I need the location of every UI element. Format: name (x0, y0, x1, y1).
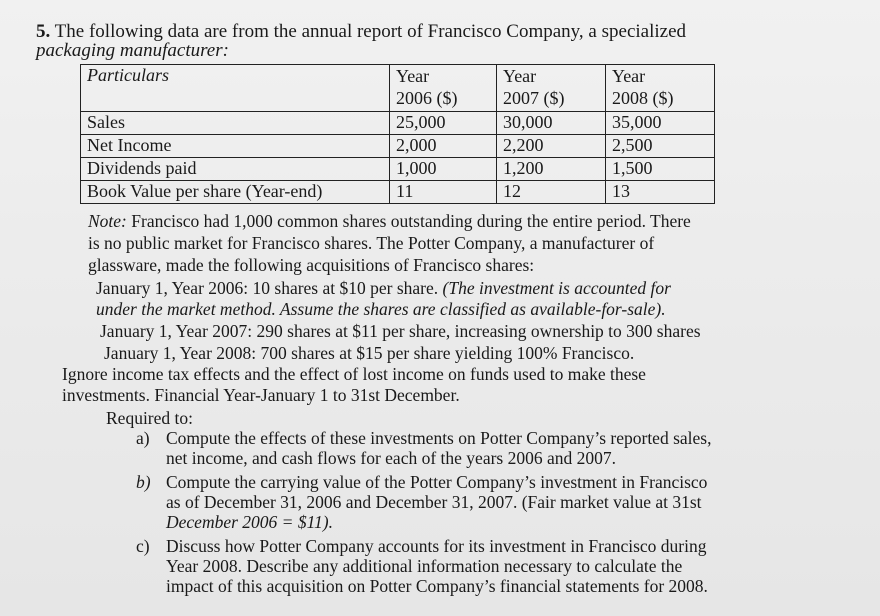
required-item-b (136, 472, 816, 534)
question-intro-line1: The following data are from the annual report of Francisco Company, a specialized (54, 21, 687, 42)
table-cell: 13 (606, 181, 715, 204)
header-year-label: Year (612, 66, 646, 86)
table-cell: 35,000 (606, 112, 715, 135)
acquisition-line: January 1, Year 2008: 700 shares at $15 per share yielding 100% Francisco. (104, 343, 635, 363)
acquisition-line: under the market method. Assume the shares are classified as available-for-sale). (96, 299, 666, 319)
table-row (81, 158, 715, 181)
item-line3: impact of this acquisition on Potter Company’s financial statements for 2008. (166, 576, 708, 596)
item-line2: as of December 31, 2006 and December 31, 2007. (Fair market value at 31st (166, 492, 702, 512)
table-cell: 25,000 (390, 112, 497, 135)
table-header-row (81, 65, 715, 112)
financial-data-table (80, 64, 715, 204)
header-year-2006 (390, 65, 497, 112)
question-heading (36, 22, 816, 60)
table-cell: 12 (497, 181, 606, 204)
header-year-2008 (606, 65, 715, 112)
acquisition-line (96, 277, 671, 299)
item-text (166, 472, 806, 532)
note-line1 (88, 210, 691, 232)
table-cell: 11 (390, 181, 497, 204)
table-cell: 1,500 (606, 158, 715, 181)
required-item-c (136, 536, 816, 600)
table-cell: 1,000 (390, 158, 497, 181)
ignore-line1: Ignore income tax effects and the effect of lost income on funds used to make these (62, 364, 646, 384)
item-text (166, 536, 806, 596)
note-text: Francisco had 1,000 common shares outstanding during the entire period. There (126, 211, 691, 231)
table-cell: 2,500 (606, 135, 715, 158)
ignore-line2: investments. Financial Year-January 1 to 31st December. (62, 385, 460, 405)
header-particulars: Particulars (81, 65, 390, 112)
item-line2: Year 2008. Describe any additional information necessary to calculate the (166, 556, 683, 576)
header-year-unit: 2007 ($) (503, 88, 565, 108)
header-year-label: Year (396, 66, 430, 86)
table-row (81, 135, 715, 158)
item-line1: Discuss how Potter Company accounts for its investment in Francisco during (166, 536, 707, 556)
header-year-unit: 2006 ($) (396, 88, 458, 108)
table-cell: 2,000 (390, 135, 497, 158)
note-line2: is no public market for Francisco shares. The Potter Company, a manufacturer of (88, 233, 655, 253)
acquisition-italic: (The investment is accounted for (442, 278, 671, 298)
item-marker: b) (136, 472, 151, 492)
table-cell: 1,200 (497, 158, 606, 181)
table-cell: 30,000 (497, 112, 606, 135)
note-label: Note: (88, 211, 127, 231)
item-line1: Compute the effects of these investments on Potter Company’s reported sales, (166, 428, 712, 448)
row-label-book-value: Book Value per share (Year-end) (81, 181, 390, 204)
row-label-sales: Sales (81, 112, 390, 135)
note-line3: glassware, made the following acquisitions of Francisco shares: (88, 255, 535, 275)
item-marker: c) (136, 536, 150, 556)
header-year-unit: 2008 ($) (612, 88, 674, 108)
required-label: Required to: (106, 408, 193, 428)
acquisition-text: January 1, Year 2006: 10 shares at $10 per share. (96, 278, 443, 298)
acquisition-line: January 1, Year 2007: 290 shares at $11 per share, increasing ownership to 300 shares (100, 321, 701, 341)
required-item-a (136, 428, 816, 472)
row-label-net-income: Net Income (81, 135, 390, 158)
item-marker: a) (136, 428, 150, 448)
item-line3: December 2006 = $11). (166, 512, 333, 532)
table-cell: 2,200 (497, 135, 606, 158)
row-label-dividends: Dividends paid (81, 158, 390, 181)
item-line2: net income, and cash flows for each of the years 2006 and 2007. (166, 448, 616, 468)
question-intro-line2: packaging manufacturer: (36, 40, 229, 61)
table-row (81, 112, 715, 135)
question-number: 5. (36, 21, 51, 42)
item-line1: Compute the carrying value of the Potter Company’s investment in Francisco (166, 472, 708, 492)
header-year-label: Year (503, 66, 537, 86)
table-row (81, 181, 715, 204)
item-text (166, 428, 806, 468)
header-year-2007 (497, 65, 606, 112)
